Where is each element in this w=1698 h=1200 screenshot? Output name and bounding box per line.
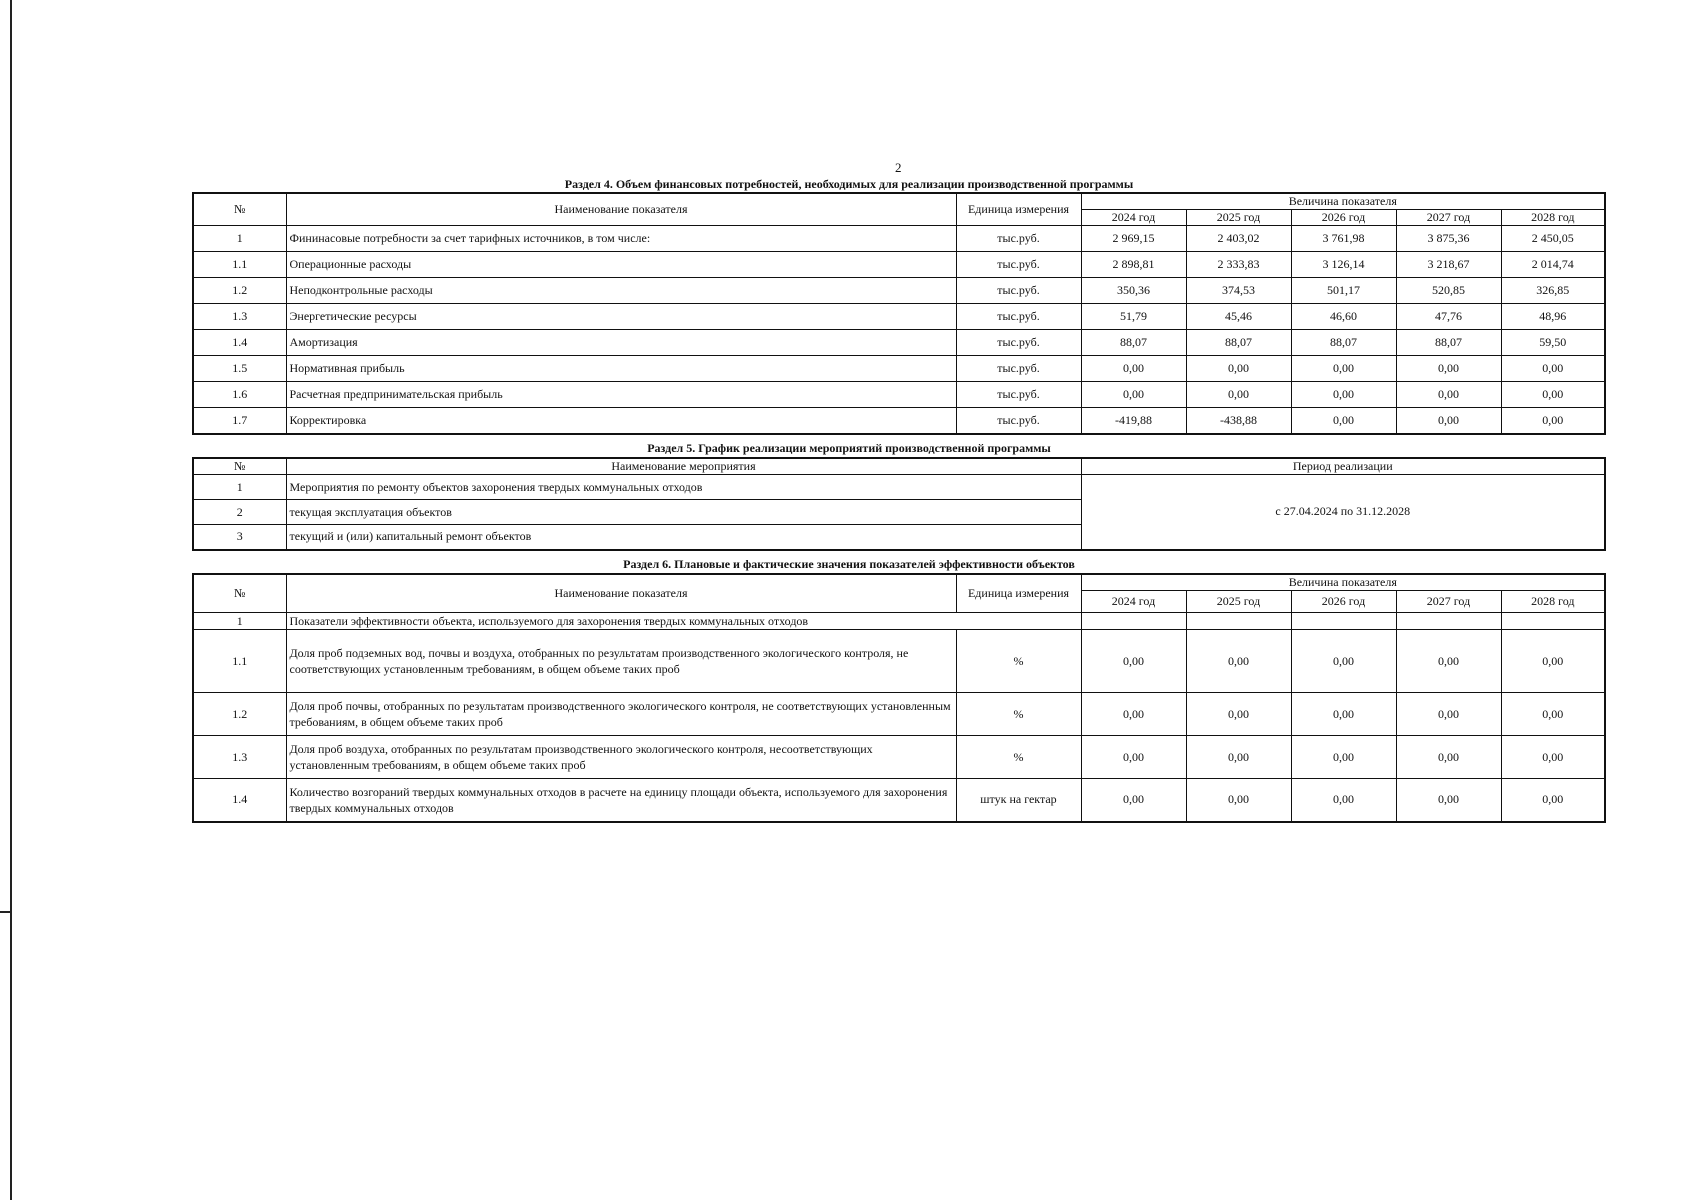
s4-header-num: № <box>193 193 286 226</box>
row-value: 0,00 <box>1396 408 1501 434</box>
row-value: 350,36 <box>1081 278 1186 304</box>
s6-header-year: 2026 год <box>1291 591 1396 613</box>
s4-header-year: 2025 год <box>1186 210 1291 226</box>
row-value: 46,60 <box>1291 304 1396 330</box>
row-value: 88,07 <box>1081 330 1186 356</box>
row-num: 1.6 <box>193 382 286 408</box>
s6-header-year: 2024 год <box>1081 591 1186 613</box>
row-name: Неподконтрольные расходы <box>286 278 956 304</box>
empty-cell <box>1291 613 1396 630</box>
table-row <box>193 475 1605 500</box>
row-value: 520,85 <box>1396 278 1501 304</box>
section4-table <box>192 192 1606 435</box>
s4-header-unit: Единица измерения <box>956 193 1081 226</box>
row-name: Мероприятия по ремонту объектов захоронения твердых коммунальных отходов <box>286 475 1081 500</box>
s5-header-name: Наименование мероприятия <box>286 458 1081 475</box>
row-value: 0,00 <box>1186 630 1291 693</box>
scan-tick-mark <box>0 911 10 913</box>
row-unit: тыс.руб. <box>956 226 1081 252</box>
row-value: 47,76 <box>1396 304 1501 330</box>
s6-header-name: Наименование показателя <box>286 574 956 613</box>
s5-header-num: № <box>193 458 286 475</box>
s4-header-value: Величина показателя <box>1081 193 1605 210</box>
row-value: 2 333,83 <box>1186 252 1291 278</box>
row-value: 88,07 <box>1186 330 1291 356</box>
s6-header-unit: Единица измерения <box>956 574 1081 613</box>
row-name: Энергетические ресурсы <box>286 304 956 330</box>
row-name: Фининасовые потребности за счет тарифных источников, в том числе: <box>286 226 956 252</box>
row-value: 0,00 <box>1291 408 1396 434</box>
row-value: 0,00 <box>1396 356 1501 382</box>
row-num: 1 <box>193 475 286 500</box>
row-value: 0,00 <box>1186 356 1291 382</box>
s4-header-year: 2027 год <box>1396 210 1501 226</box>
row-unit: тыс.руб. <box>956 252 1081 278</box>
row-name: текущая эксплуатация объектов <box>286 500 1081 525</box>
row-name: Количество возгораний твердых коммунальных отходов в расчете на единицу площади объекта, используемого для захоронения твердых коммунальных отходов <box>286 779 956 822</box>
row-num: 1.2 <box>193 278 286 304</box>
row-unit: тыс.руб. <box>956 408 1081 434</box>
s5-header-period: Период реализации <box>1081 458 1605 475</box>
row-value: 0,00 <box>1081 736 1186 779</box>
row-value: 0,00 <box>1501 630 1605 693</box>
row-num: 1 <box>193 613 286 630</box>
row-value: 0,00 <box>1291 736 1396 779</box>
row-num: 1.5 <box>193 356 286 382</box>
section5-title: Раздел 5. График реализации мероприятий производственной программы <box>647 441 1051 455</box>
row-value: 0,00 <box>1396 630 1501 693</box>
s4-header-year: 2026 год <box>1291 210 1396 226</box>
s4-rows <box>193 226 1605 434</box>
s6-header-num: № <box>193 574 286 613</box>
row-value: 0,00 <box>1396 693 1501 736</box>
s6-header-year: 2025 год <box>1186 591 1291 613</box>
s6-header-year: 2027 год <box>1396 591 1501 613</box>
row-value: 3 218,67 <box>1396 252 1501 278</box>
table-row <box>193 736 1605 779</box>
row-value: 0,00 <box>1291 356 1396 382</box>
row-value: 2 969,15 <box>1081 226 1186 252</box>
table-row <box>193 382 1605 408</box>
s5-period-value: с 27.04.2024 по 31.12.2028 <box>1081 475 1605 550</box>
row-value: 2 014,74 <box>1501 252 1605 278</box>
row-name: Корректировка <box>286 408 956 434</box>
table-row <box>193 779 1605 822</box>
row-value: 0,00 <box>1081 630 1186 693</box>
row-value: 3 761,98 <box>1291 226 1396 252</box>
row-name: Амортизация <box>286 330 956 356</box>
row-value: 0,00 <box>1081 382 1186 408</box>
row-value: 0,00 <box>1186 693 1291 736</box>
empty-cell <box>1186 613 1291 630</box>
row-value: 374,53 <box>1186 278 1291 304</box>
row-value: 0,00 <box>1396 382 1501 408</box>
row-name: Операционные расходы <box>286 252 956 278</box>
row-value: 0,00 <box>1396 736 1501 779</box>
row-unit: тыс.руб. <box>956 278 1081 304</box>
row-num: 3 <box>193 525 286 550</box>
table-group-row <box>193 613 1605 630</box>
empty-cell <box>1396 613 1501 630</box>
row-value: 501,17 <box>1291 278 1396 304</box>
row-value: 0,00 <box>1291 382 1396 408</box>
row-value: 0,00 <box>1291 630 1396 693</box>
row-value: 0,00 <box>1186 736 1291 779</box>
row-unit: тыс.руб. <box>956 330 1081 356</box>
row-value: 45,46 <box>1186 304 1291 330</box>
row-name: Нормативная прибыль <box>286 356 956 382</box>
row-unit: тыс.руб. <box>956 304 1081 330</box>
row-unit: штук на гектар <box>956 779 1081 822</box>
section6-table <box>192 573 1606 823</box>
row-num: 1.4 <box>193 330 286 356</box>
row-value: 3 875,36 <box>1396 226 1501 252</box>
row-value: 0,00 <box>1081 779 1186 822</box>
page-number: 2 <box>895 160 902 175</box>
row-value: 0,00 <box>1081 356 1186 382</box>
table-row <box>193 226 1605 252</box>
row-num: 2 <box>193 500 286 525</box>
empty-cell <box>1081 613 1186 630</box>
row-value: 0,00 <box>1501 408 1605 434</box>
row-value: 51,79 <box>1081 304 1186 330</box>
row-value: 3 126,14 <box>1291 252 1396 278</box>
table-row <box>193 278 1605 304</box>
row-name: Расчетная предпринимательская прибыль <box>286 382 956 408</box>
table-row <box>193 330 1605 356</box>
section4-title: Раздел 4. Объем финансовых потребностей, необходимых для реализации производственной программы <box>564 177 1134 191</box>
row-unit: % <box>956 736 1081 779</box>
s6-header-value: Величина показателя <box>1081 574 1605 591</box>
row-value: 2 898,81 <box>1081 252 1186 278</box>
row-num: 1.3 <box>193 304 286 330</box>
row-unit: % <box>956 630 1081 693</box>
row-value: 0,00 <box>1501 693 1605 736</box>
section6-title: Раздел 6. Плановые и фактические значения показателей эффективности объектов <box>623 557 1075 571</box>
row-name: Доля проб почвы, отобранных по результатам производственного экологического контроля, не соответствующих установленным требованиям, в общем объеме таких проб <box>286 693 956 736</box>
row-value: 0,00 <box>1186 382 1291 408</box>
row-value: 48,96 <box>1501 304 1605 330</box>
row-name: Доля проб воздуха, отобранных по результатам производственного экологического контроля, несоответствующих установленным требованиям, в общем объеме таких проб <box>286 736 956 779</box>
row-num: 1.7 <box>193 408 286 434</box>
row-name: Показатели эффективности объекта, используемого для захоронения твердых коммунальных отходов <box>286 613 1081 630</box>
table-row <box>193 356 1605 382</box>
table-row <box>193 693 1605 736</box>
row-num: 1.3 <box>193 736 286 779</box>
row-value: 59,50 <box>1501 330 1605 356</box>
empty-cell <box>1501 613 1605 630</box>
row-num: 1.1 <box>193 252 286 278</box>
table-row <box>193 408 1605 434</box>
row-unit: тыс.руб. <box>956 382 1081 408</box>
row-value: 0,00 <box>1186 779 1291 822</box>
row-value: -438,88 <box>1186 408 1291 434</box>
row-value: 0,00 <box>1291 693 1396 736</box>
row-value: 0,00 <box>1501 736 1605 779</box>
row-value: 0,00 <box>1501 356 1605 382</box>
s4-header-year: 2024 год <box>1081 210 1186 226</box>
row-num: 1.1 <box>193 630 286 693</box>
table-row <box>193 304 1605 330</box>
row-num: 1.4 <box>193 779 286 822</box>
row-value: 0,00 <box>1396 779 1501 822</box>
row-unit: % <box>956 693 1081 736</box>
row-num: 1 <box>193 226 286 252</box>
table-row <box>193 252 1605 278</box>
s4-header-name: Наименование показателя <box>286 193 956 226</box>
table-row <box>193 630 1605 693</box>
row-name: текущий и (или) капитальный ремонт объектов <box>286 525 1081 550</box>
section5-table <box>192 457 1606 551</box>
s4-header-year: 2028 год <box>1501 210 1605 226</box>
row-value: 88,07 <box>1396 330 1501 356</box>
row-value: 88,07 <box>1291 330 1396 356</box>
row-num: 1.2 <box>193 693 286 736</box>
row-value: -419,88 <box>1081 408 1186 434</box>
row-value: 0,00 <box>1081 693 1186 736</box>
row-unit: тыс.руб. <box>956 356 1081 382</box>
row-value: 0,00 <box>1291 779 1396 822</box>
row-value: 2 403,02 <box>1186 226 1291 252</box>
s6-header-year: 2028 год <box>1501 591 1605 613</box>
row-value: 2 450,05 <box>1501 226 1605 252</box>
row-value: 0,00 <box>1501 382 1605 408</box>
row-name: Доля проб подземных вод, почвы и воздуха, отобранных по результатам производственного экологического контроля, не соответствующих установленным требованиям, в общем объеме таких проб <box>286 630 956 693</box>
row-value: 326,85 <box>1501 278 1605 304</box>
row-value: 0,00 <box>1501 779 1605 822</box>
